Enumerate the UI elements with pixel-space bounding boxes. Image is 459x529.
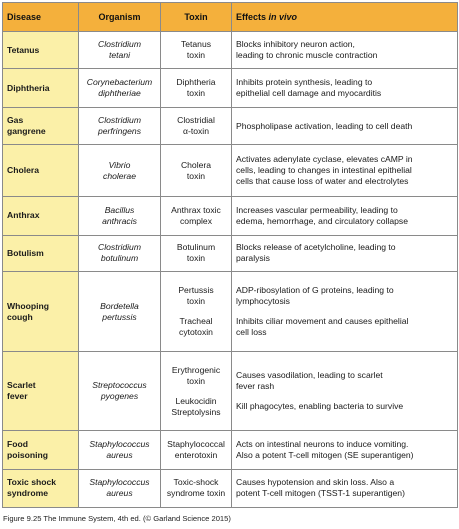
effect-entry [236, 370, 453, 392]
table-row [3, 197, 458, 235]
effects-cell [232, 107, 458, 144]
toxin-line: complex [180, 215, 212, 226]
header-effects [232, 3, 458, 32]
effect-line: leading to chronic muscle contraction [236, 50, 378, 61]
table-row [3, 469, 458, 508]
effect-entry [236, 121, 453, 132]
effect-line: Blocks inhibitory neuron action, [236, 39, 355, 50]
toxin-cell [161, 145, 232, 197]
table-row [3, 145, 458, 197]
toxin-line: Tetanus [180, 39, 212, 50]
effect-line: Inhibits ciliar movement and causes epithelial [236, 316, 409, 327]
disease-cell [3, 145, 79, 197]
organism-line: pyogenes [100, 391, 139, 402]
toxin-line: Botulinum [176, 242, 216, 253]
disease-line: Scarlet [7, 380, 36, 391]
effect-line: Activates adenylate cyclase, elevates cAMP in [236, 154, 413, 165]
toxin-line: toxin [186, 375, 206, 386]
effect-line: Phospholipase activation, leading to cell death [236, 120, 413, 131]
toxin-line: Erythrogenic [171, 364, 221, 375]
table-body [3, 32, 458, 508]
toxin-entry [165, 242, 227, 264]
effect-entry [236, 285, 453, 307]
table-row [3, 431, 458, 469]
table-row [3, 69, 458, 107]
table-row [3, 235, 458, 271]
organism-line: Corynebacterium [86, 77, 153, 88]
toxin-line: cytotoxin [179, 327, 213, 338]
toxin-line: α-toxin [183, 126, 209, 137]
effects-cell [232, 235, 458, 271]
organism-line: diphtheriae [98, 88, 141, 99]
toxin-entry [165, 77, 227, 99]
effect-entry [236, 205, 453, 227]
organism-line: pertussis [102, 311, 137, 322]
table-row [3, 272, 458, 352]
organism-line: Streptococcus [92, 380, 147, 391]
toxin-entry [165, 396, 227, 418]
disease-line: Tetanus [7, 44, 40, 55]
toxin-line: Staphylococcal [167, 438, 225, 449]
disease-line: Food [7, 438, 28, 449]
disease-line: cough [7, 311, 33, 322]
disease-line: Whooping [7, 300, 49, 311]
effects-cell [232, 197, 458, 235]
disease-line: Diphtheria [7, 82, 50, 93]
effects-cell [232, 32, 458, 69]
disease-cell [3, 197, 79, 235]
table-header [3, 3, 458, 32]
organism-cell [79, 197, 161, 235]
effect-line: lymphocytosis [236, 296, 290, 307]
organism-line: botulinum [100, 253, 139, 264]
effect-line: edema, hemorrhage, and circulatory collapse [236, 215, 408, 226]
disease-line: Anthrax [7, 210, 40, 221]
effect-entry [236, 77, 453, 99]
toxin-line: toxin [186, 253, 206, 264]
organism-line: aureus [106, 449, 133, 460]
effect-line: Increases vascular permeability, leading to [236, 204, 398, 215]
disease-cell [3, 431, 79, 469]
header-effects-text: Effects [236, 11, 269, 22]
toxin-cell [161, 235, 232, 271]
organism-line: Clostridium [98, 115, 141, 126]
toxin-entry [165, 160, 227, 182]
toxin-cell [161, 107, 232, 144]
organism-line: tetani [108, 50, 131, 61]
header-toxin: Toxin [161, 3, 232, 32]
organism-line: Clostridium [98, 242, 141, 253]
toxin-line: Tracheal [179, 316, 213, 327]
toxin-line: toxin [186, 50, 206, 61]
organism-line: Staphylococcus [89, 477, 150, 488]
effect-line: cells, leading to changes in intestinal epithelial [236, 165, 412, 176]
disease-cell [3, 107, 79, 144]
toxin-entry [165, 115, 227, 137]
effect-line: Kill phagocytes, enabling bacteria to survive [236, 401, 404, 412]
toxin-cell [161, 469, 232, 508]
disease-line: fever [7, 391, 28, 402]
organism-cell [79, 469, 161, 508]
effect-line: Also a potent T-cell mitogen (SE superantigen) [236, 449, 414, 460]
toxin-entry [165, 477, 227, 499]
disease-line: Toxic shock [7, 477, 57, 488]
effect-line: cells that cause loss of water and electrolytes [236, 176, 409, 187]
effect-line: potent T-cell mitogen (TSST-1 superantigen) [236, 488, 405, 499]
effect-entry [236, 401, 453, 412]
disease-cell [3, 69, 79, 107]
table-row [3, 32, 458, 69]
table-row [3, 107, 458, 144]
effect-entry [236, 477, 453, 499]
organism-cell [79, 69, 161, 107]
disease-line: Cholera [7, 165, 39, 176]
effect-line: Acts on intestinal neurons to induce vomiting. [236, 438, 409, 449]
toxin-entry [165, 39, 227, 61]
effects-cell [232, 352, 458, 431]
toxin-entry [165, 439, 227, 461]
effects-cell [232, 145, 458, 197]
effect-line: epithelial cell damage and myocarditis [236, 88, 382, 99]
organism-line: aureus [106, 488, 133, 499]
disease-line: poisoning [7, 449, 49, 460]
toxin-line: Anthrax toxic [171, 204, 221, 215]
toxin-line: toxin [186, 170, 206, 181]
organism-cell [79, 32, 161, 69]
toxin-line: Streptolysins [171, 406, 221, 417]
toxin-line: Diphtheria [176, 77, 216, 88]
toxin-line: enterotoxin [174, 449, 218, 460]
disease-line: Gas [7, 115, 24, 126]
toxin-line: syndrome toxin [166, 488, 226, 499]
toxin-table [2, 2, 458, 508]
organism-cell [79, 431, 161, 469]
toxin-cell [161, 272, 232, 352]
toxin-cell [161, 431, 232, 469]
toxin-line: Clostridial [177, 115, 215, 126]
toxin-line: Cholera [180, 159, 212, 170]
disease-line: gangrene [7, 126, 46, 137]
effect-entry [236, 39, 453, 61]
effect-line: cell loss [236, 327, 267, 338]
disease-cell [3, 469, 79, 508]
header-effects-italic: in vivo [268, 11, 298, 22]
table-row [3, 352, 458, 431]
organism-line: Vibrio [108, 159, 131, 170]
effect-line: fever rash [236, 381, 275, 392]
header-organism: Organism [79, 3, 161, 32]
organism-cell [79, 145, 161, 197]
figure-table-sheet [2, 2, 457, 508]
toxin-cell [161, 197, 232, 235]
organism-cell [79, 235, 161, 271]
effect-entry [236, 154, 453, 187]
disease-cell [3, 235, 79, 271]
effect-line: Causes hypotension and skin loss. Also a [236, 477, 395, 488]
effect-line: Blocks release of acetylcholine, leading to [236, 242, 396, 253]
effects-cell [232, 469, 458, 508]
toxin-line: toxin [186, 296, 206, 307]
organism-line: Clostridium [98, 39, 141, 50]
toxin-line: toxin [186, 88, 206, 99]
effect-entry [236, 316, 453, 338]
disease-line: Botulism [7, 247, 44, 258]
effect-line: Causes vasodilation, leading to scarlet [236, 370, 383, 381]
toxin-entry [165, 285, 227, 307]
toxin-line: Toxic-shock [173, 477, 219, 488]
effects-cell [232, 69, 458, 107]
effects-cell [232, 272, 458, 352]
toxin-cell [161, 352, 232, 431]
organism-line: Bordetella [100, 300, 139, 311]
toxin-line: Leukocidin [175, 395, 217, 406]
toxin-entry [165, 365, 227, 387]
figure-caption: Figure 9.25 The Immune System, 4th ed. (© Garland Science 2015) [3, 514, 231, 523]
toxin-line: Pertussis [178, 285, 214, 296]
header-row [3, 3, 458, 32]
disease-cell [3, 272, 79, 352]
effect-entry [236, 439, 453, 461]
disease-cell [3, 32, 79, 69]
disease-cell [3, 352, 79, 431]
organism-line: perfringens [98, 126, 141, 137]
organism-line: Bacillus [104, 204, 135, 215]
organism-line: anthracis [102, 215, 137, 226]
toxin-entry [165, 316, 227, 338]
toxin-cell [161, 69, 232, 107]
organism-cell [79, 107, 161, 144]
effect-entry [236, 242, 453, 264]
organism-cell [79, 272, 161, 352]
effect-line: ADP-ribosylation of G proteins, leading to [236, 285, 394, 296]
toxin-cell [161, 32, 232, 69]
disease-line: syndrome [7, 488, 49, 499]
organism-cell [79, 352, 161, 431]
effect-line: Inhibits protein synthesis, leading to [236, 77, 373, 88]
organism-line: Staphylococcus [89, 438, 150, 449]
toxin-entry [165, 205, 227, 227]
header-disease: Disease [3, 3, 79, 32]
organism-line: cholerae [103, 170, 136, 181]
effects-cell [232, 431, 458, 469]
effect-line: paralysis [236, 253, 270, 264]
